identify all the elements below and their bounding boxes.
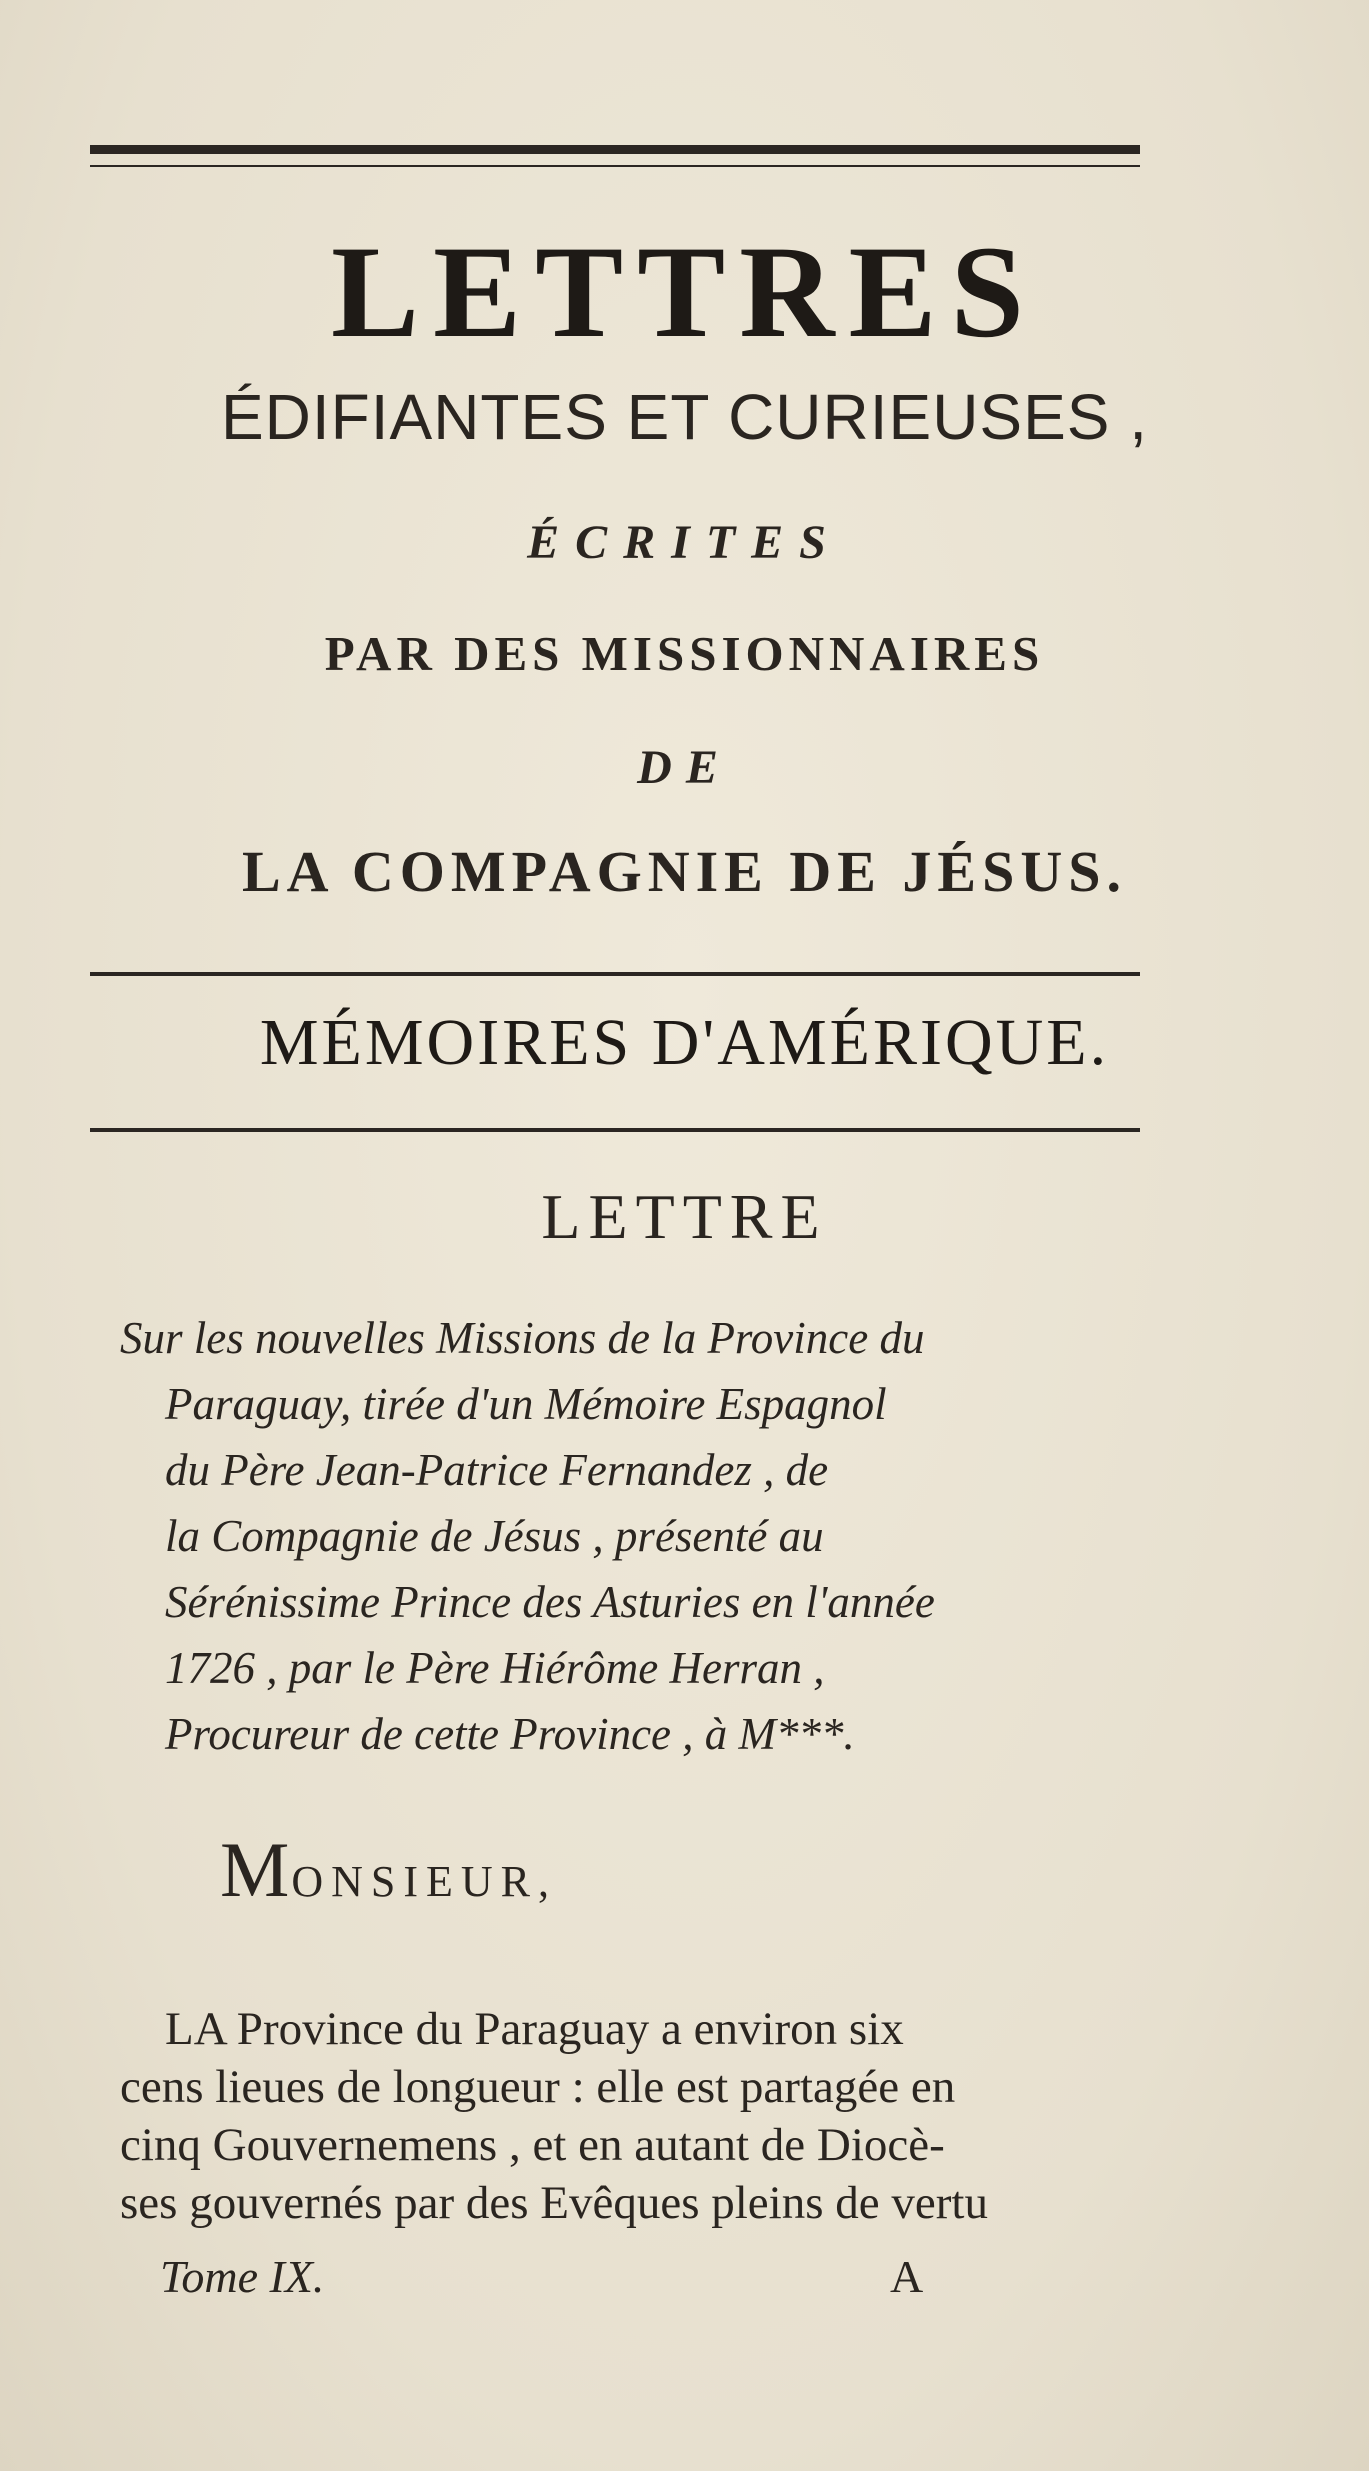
salutation — [220, 1825, 557, 1915]
footer-tome: Tome IX. — [160, 2251, 325, 2302]
body-line: cens lieues de longueur : elle est partagée en — [120, 2061, 956, 2113]
title-ecrites: ÉCRITES — [527, 516, 842, 569]
section-rule-top — [90, 972, 1140, 976]
top-rule-thick — [90, 145, 1140, 154]
letter-subtitle-line: Procureur de cette Province , à M***. — [165, 1709, 855, 1759]
title-compagnie: LA COMPAGNIE DE JÉSUS. — [241, 839, 1128, 904]
letter-subtitle — [120, 1305, 1170, 1767]
footer-signature: A — [890, 2251, 924, 2302]
body-line: LA Province du Paraguay a environ six — [165, 2003, 904, 2055]
title-de: DE — [637, 741, 732, 794]
letter-heading: LETTRE — [541, 1181, 828, 1252]
letter-subtitle-line: Paraguay, tirée d'un Mémoire Espagnol — [165, 1379, 887, 1429]
salutation-rest: ONSIEUR, — [291, 1857, 558, 1906]
section-rule-bottom — [90, 1128, 1140, 1132]
letter-subtitle-line: Sérénissime Prince des Asturies en l'année — [165, 1577, 935, 1627]
letter-subtitle-line: du Père Jean-Patrice Fernandez , de — [165, 1445, 829, 1495]
letter-subtitle-line: 1726 , par le Père Hiérôme Herran , — [165, 1643, 825, 1693]
body-line: ses gouvernés par des Evêques pleins de vertu — [120, 2177, 988, 2229]
body-paragraph — [120, 2000, 1160, 2232]
section-heading: MÉMOIRES D'AMÉRIQUE. — [259, 1006, 1110, 1079]
salutation-initial: M — [220, 1826, 292, 1913]
page-title: LETTRES — [331, 218, 1038, 365]
title-subtitle: ÉDIFIANTES ET CURIEUSES , — [220, 381, 1149, 453]
top-rule-thin — [90, 165, 1140, 167]
letter-subtitle-line: Sur les nouvelles Missions de la Province du — [120, 1313, 925, 1363]
body-line: cinq Gouvernemens , et en autant de Diocè- — [120, 2119, 945, 2171]
title-par-missionnaires: PAR DES MISSIONNAIRES — [324, 626, 1045, 681]
letter-subtitle-line: la Compagnie de Jésus , présenté au — [165, 1511, 824, 1561]
